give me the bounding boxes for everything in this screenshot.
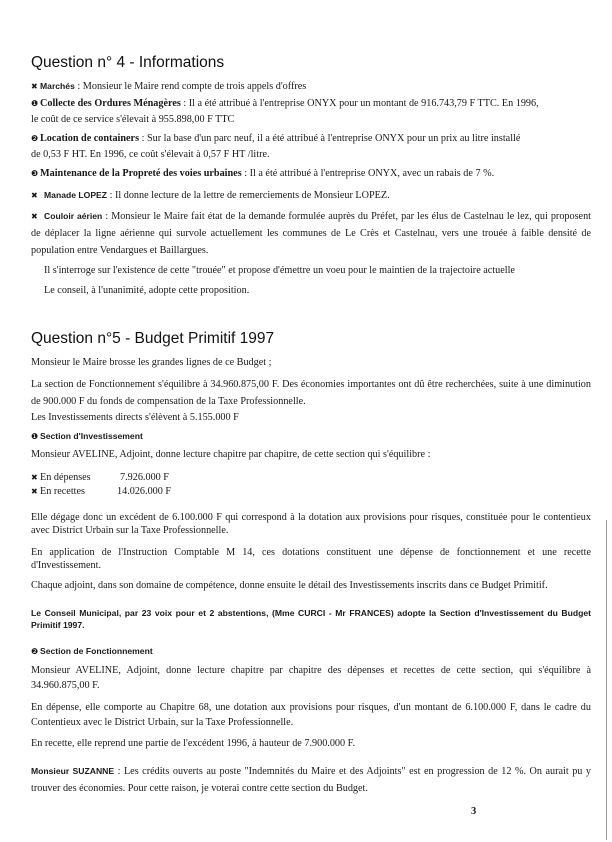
cross-bullet-icon: ✖ [31, 82, 38, 91]
budget-intro-2: La section de Fonctionnement s'équilibre à 34.960.875,00 F. Des économies importantes ont dû être recherchées, suite à une diminution de 900.000 F du fonds de compensation de la Taxe Professionnelle. [31, 379, 591, 407]
location-line-1 [31, 133, 588, 145]
number-1-icon: ❶ [31, 99, 39, 108]
maintenance-label: Maintenance de la Propreté des voies urbaines [40, 168, 242, 179]
investissement-intro: Monsieur AVELINE, Adjoint, donne lecture chapitre par chapitre, de cette section qui s'équilibre : [31, 449, 431, 460]
marches-line [31, 80, 588, 93]
marches-label: Marchés [40, 81, 75, 91]
investissement-heading [31, 430, 588, 443]
recette-paragraph: En recette, elle reprend une partie de l'excédent 1996, à hauteur de 7.900.000 F. [31, 738, 356, 749]
depenses-value: 7.926.000 F [120, 472, 169, 483]
couloir-text-2: Il s'interroge sur l'existence de cette "trouée" et propose d'émettre un voeu pour le maintien de la trajectoire actuelle [44, 265, 515, 276]
number-2-icon: ❷ [31, 134, 39, 143]
page-number: 3 [471, 806, 477, 817]
couloir-text: : Monsieur le Maire fait état de la demande formulée auprès du Préfet, par les élus de Castelnau le lez, qui proposent de déplacer la ligne aérienne qui survole actuellement les communes de Le Crès et Castelnau, vers une trouée à faible densité de population entre Vendargues et Baillargues. [31, 211, 592, 256]
adjoint-paragraph: Chaque adjoint, dans son domaine de compétence, donne ensuite le détail des Investissements inscrits dans ce Budget Primitif. [31, 580, 548, 591]
excedent-paragraph: Elle dégage donc un excédent de 6.100.000 F qui correspond à la dotation aux provisions pour risques, constituée pour le contentieux avec District Urbain sur la Taxe Professionnelle. [31, 512, 591, 536]
collecte-line-2: le coût de ce service s'élevait à 955.898,00 F TTC [31, 114, 235, 125]
cross-bullet-icon: ✖ [31, 212, 38, 221]
collecte-label: Collecte des Ordures Ménagères [40, 98, 181, 109]
investissement-heading-label: Section d'Investissement [40, 431, 143, 441]
suzanne-label: Monsieur SUZANNE [31, 766, 115, 776]
question-5-title: Question n°5 - Budget Primitif 1997 [31, 330, 275, 347]
collecte-line-1 [31, 98, 588, 110]
couloir-paragraph [31, 208, 591, 259]
depenses-label: En dépenses [40, 472, 91, 483]
manade-text: : Il donne lecture de la lettre de remerciements de Monsieur LOPEZ. [107, 190, 390, 201]
location-line-2: de 0,53 F HT. En 1996, ce coût s'élevait à 0,57 F HT /litre. [31, 149, 270, 160]
location-label: Location de containers [40, 133, 140, 144]
scan-edge-line [606, 520, 607, 840]
number-2-icon: ❷ [31, 647, 39, 656]
budget-intro-3: Les Investissements directs s'élèvent à 5.155.000 F [31, 412, 239, 423]
manade-line [31, 189, 588, 202]
cross-bullet-icon: ✖ [31, 191, 38, 200]
cross-bullet-icon: ✖ [31, 487, 38, 496]
recettes-label: En recettes [40, 486, 85, 497]
number-3-icon: ❸ [31, 169, 39, 178]
depense-paragraph: En dépense, elle comporte au Chapitre 68, une dotation aux provisions pour risques, d'un montant de 6.100.000 F, dans le cadre du Contentieux avec le District Urbain, sur la Taxe Professionnelle. [31, 702, 591, 728]
maintenance-line [31, 168, 588, 180]
m14-paragraph: En application de l'Instruction Comptable M 14, ces dotations constituent une dépense de fonctionnement et une recette d'Investissement. [31, 547, 591, 571]
recettes-value: 14.026.000 F [117, 486, 172, 497]
couloir-label: Couloir aérien [44, 211, 103, 221]
suzanne-text: : Les crédits ouverts au poste "Indemnités du Maire et des Adjoints" est en progression de 12 %. On aurait pu y trouver des économies. Pour cette raison, je voterai contre cette section du Budget. [31, 766, 591, 794]
recettes-row [31, 486, 588, 498]
depenses-row [31, 472, 588, 484]
cross-bullet-icon: ✖ [31, 473, 38, 482]
vote-paragraph: Le Conseil Municipal, par 23 voix pour et 2 abstentions, (Mme CURCI - Mr FRANCES) adopte la Section d'Investissement du Budget Primitif 1997. [31, 608, 591, 630]
couloir-text-3: Le conseil, à l'unanimité, adopte cette proposition. [44, 285, 250, 296]
collecte-text-1: : Il a été attribué à l'entreprise ONYX pour un montant de 916.743,79 F TTC. En 1996, [180, 98, 539, 109]
question-4-title: Question n° 4 - Informations [31, 54, 225, 71]
number-1-icon: ❶ [31, 432, 39, 441]
location-text-1: : Sur la base d'un parc neuf, il a été attribué à l'entreprise ONYX pour un prix au litre installé [139, 133, 521, 144]
fonctionnement-intro: Monsieur AVELINE, Adjoint, donne lecture chapitre par chapitre des dépenses et recettes de cette section, qui s'équilibre à 34.960.875,00 F. [31, 665, 591, 691]
suzanne-paragraph [31, 763, 591, 797]
marches-text: : Monsieur le Maire rend compte de trois appels d'offres [74, 81, 307, 92]
budget-intro-1: Monsieur le Maire brosse les grandes lignes de ce Budget ; [31, 357, 272, 368]
manade-label: Manade LOPEZ [44, 190, 108, 200]
fonctionnement-heading-label: Section de Fonctionnement [40, 646, 153, 656]
maintenance-text: : Il a été attribué à l'entreprise ONYX, avec un rabais de 7 %. [241, 168, 495, 179]
fonctionnement-heading [31, 645, 588, 658]
